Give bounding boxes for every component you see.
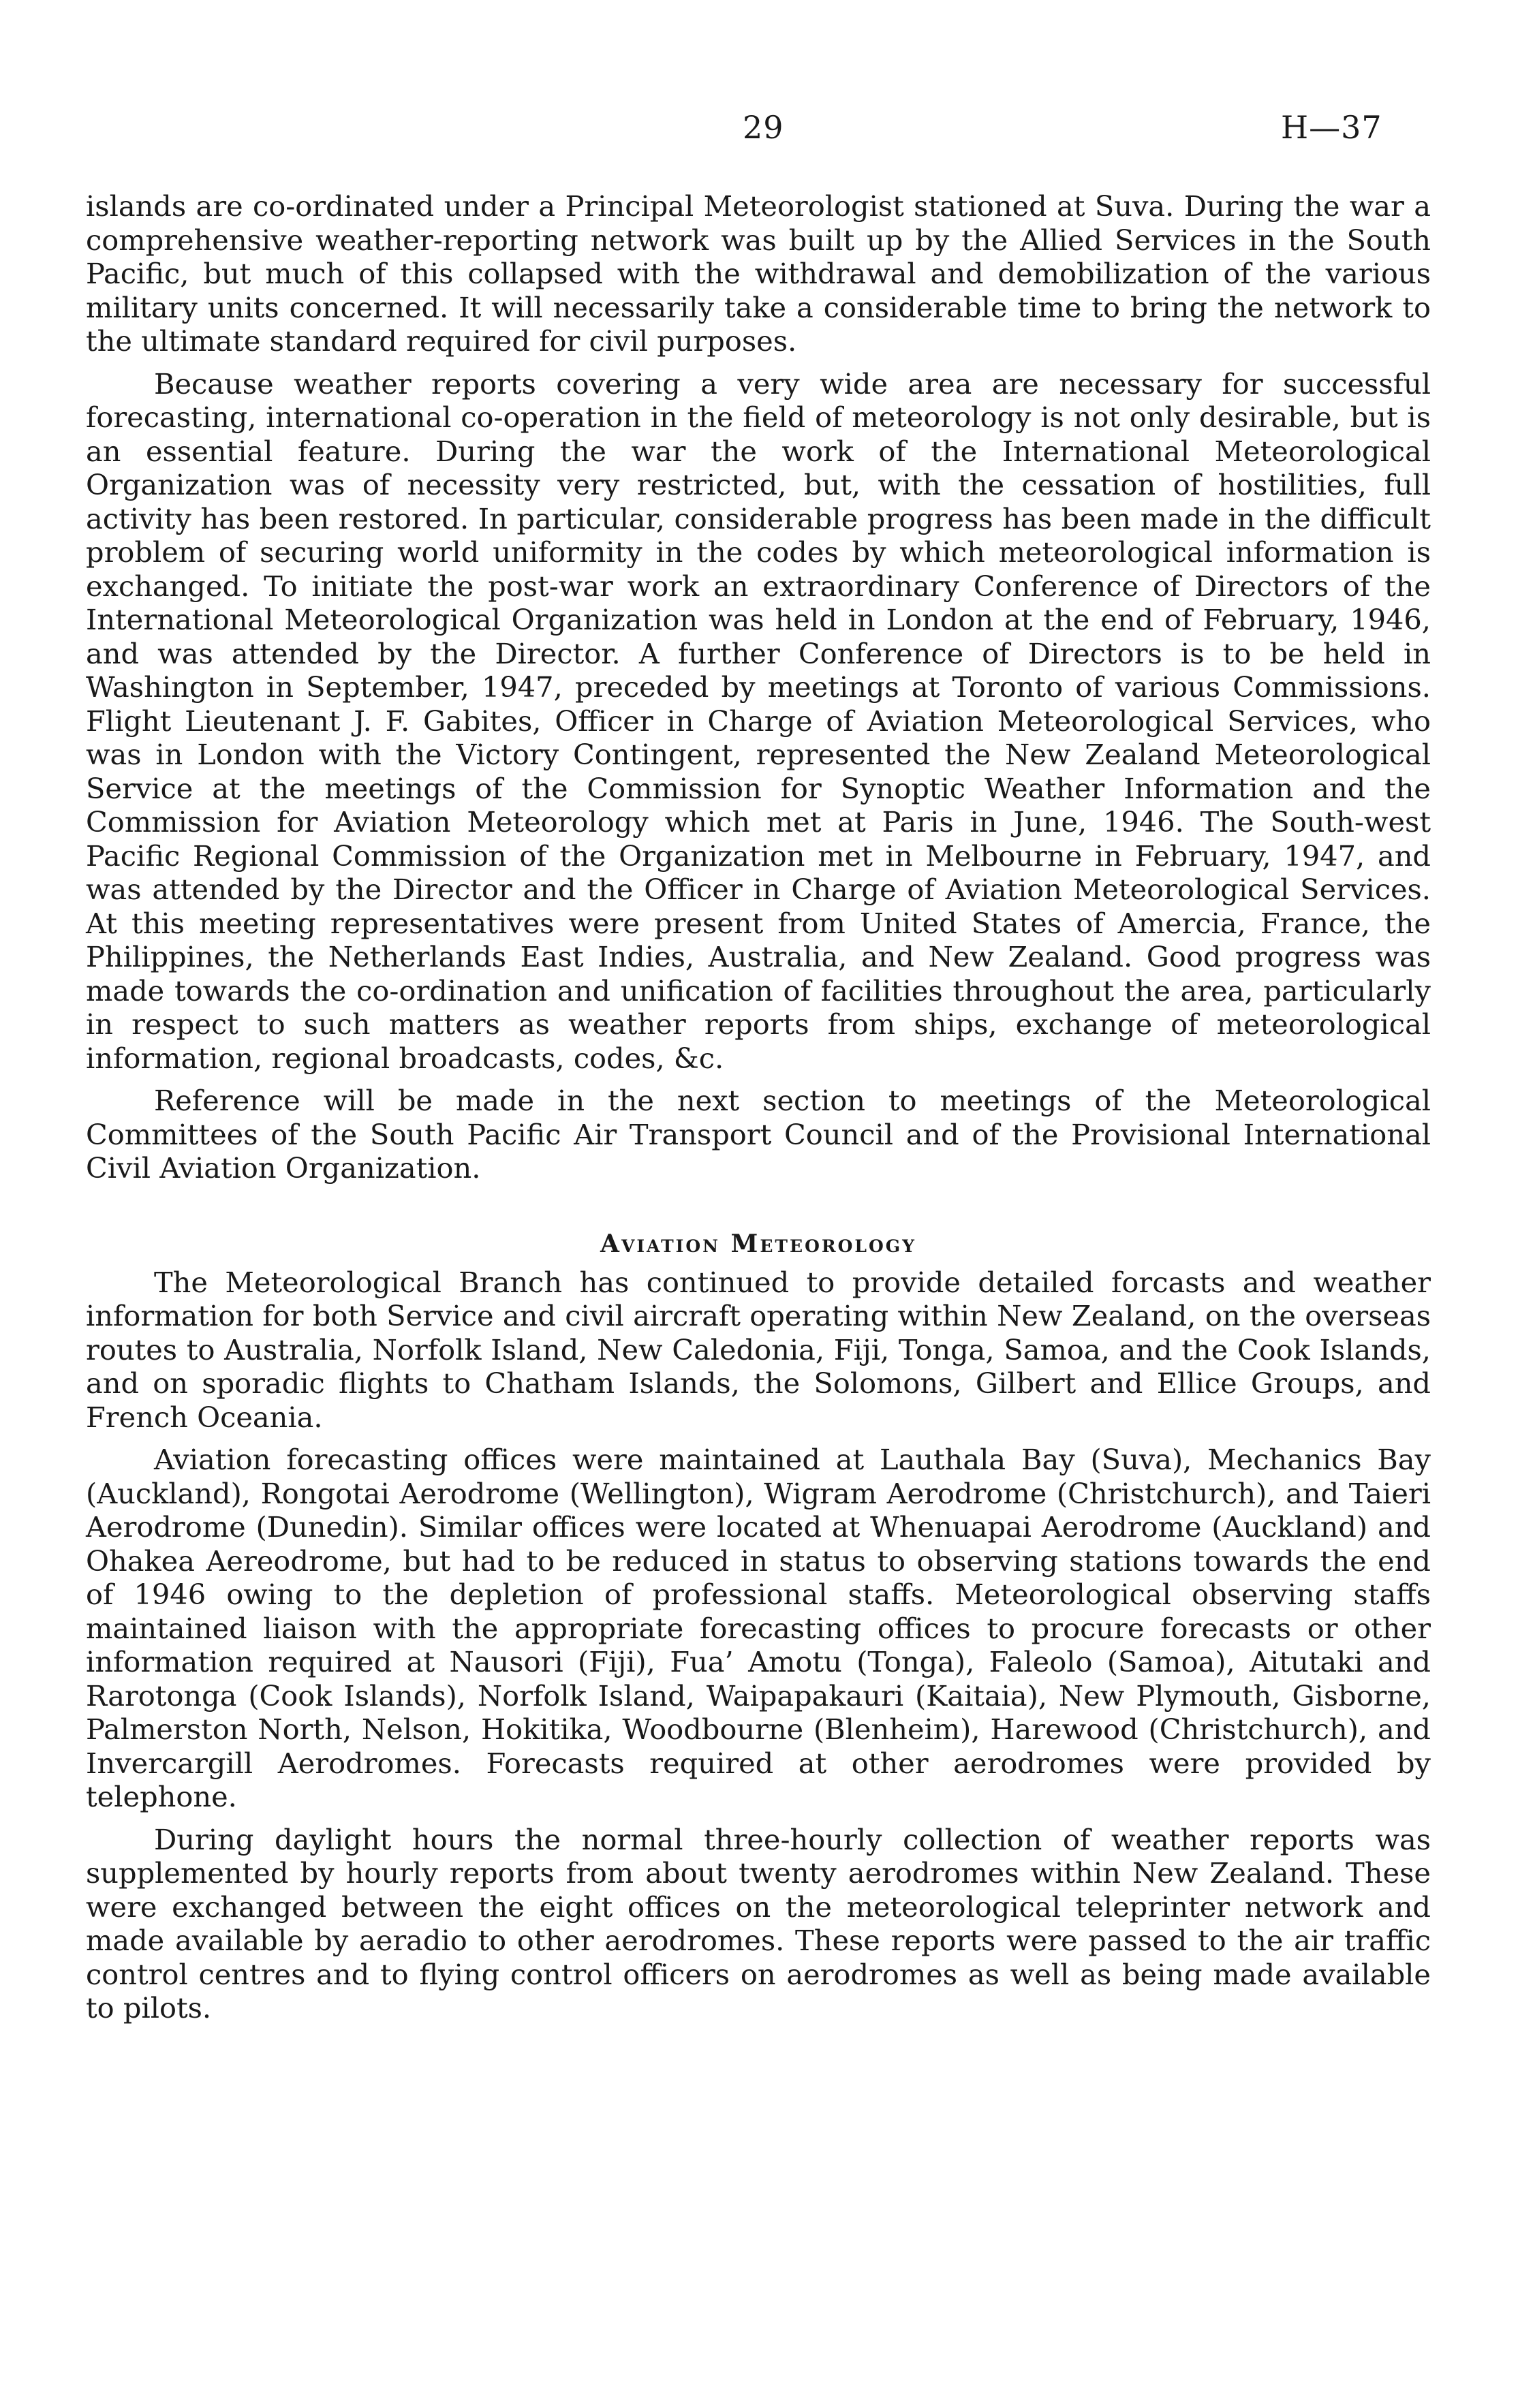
page-body	[86, 189, 1431, 2025]
paragraph-international-cooperation: Because weather reports covering a very wide area are necessary for successful forecasting, international co-operation in the field of meteorology is not only desirable, but is an essential feature. During the war the work of the International Meteorological Organization was of necessity very restricted, but, with the cessation of hostilities, full activity has been restored. In particular, considerable progress has been made in the difficult problem of securing world uniformity in the codes by which meteorological information is exchanged. To initiate the post-war work an extraordinary Conference of Directors of the International Meteorological Organization was held in London at the end of February, 1946, and was attended by the Director. A further Conference of Directors is to be held in Washington in September, 1947, preceded by meetings at Toronto of various Commissions. Flight Lieutenant J. F. Gabites, Officer in Charge of Aviation Meteorological Services, who was in London with the Victory Contingent, represented the New Zealand Meteorological Service at the meetings of the Commission for Synoptic Weather Information and the Commission for Aviation Meteorology which met at Paris in June, 1946. The South-west Pacific Regional Commission of the Organization met in Melbourne in February, 1947, and was attended by the Director and the Officer in Charge of Aviation Meteorological Services. At this meeting representatives were present from United States of Amercia, France, the Philippines, the Netherlands East Indies, Australia, and New Zealand. Good progress was made towards the co-ordination and unification of facilities throughout the area, particularly in respect to such matters as weather reports from ships, exchange of meteorological information, regional broadcasts, codes, &c.	[86, 366, 1431, 1075]
section-heading: Aviation Meteorology	[600, 1229, 916, 1258]
page-number: 29	[743, 109, 784, 146]
paragraph-reference-next-section: Reference will be made in the next section to meetings of the Meteorological Committees of the South Pacific Air Transport Council and of the Provisional International Civil Aviation Organization.	[86, 1084, 1431, 1185]
paragraph-forecast-services: The Meteorological Branch has continued to provide detailed forcasts and weather information for both Service and civil aircraft operating within New Zealand, on the overseas routes to Australia, Norfolk Island, New Caledonia, Fiji, Tonga, Samoa, and the Cook Islands, and on sporadic flights to Chatham Islands, the Solomons, Gilbert and Ellice Groups, and French Oceania.	[86, 1265, 1431, 1434]
paragraph-forecasting-offices: Aviation forecasting offices were maintained at Lauthala Bay (Suva), Mechanics Bay (Auckland), Rongotai Aerodrome (Wellington), Wigram Aerodrome (Christchurch), and Taieri Aerodrome (Dunedin). Similar offices were located at Whenuapai Aerodrome (Auckland) and Ohakea Aereodrome, but had to be reduced in status to observing stations towards the end of 1946 owing to the depletion of professional staffs. Meteorological observing staffs maintained liaison with the appropriate forecasting offices to procure forecasts or other information required at Nausori (Fiji), Fua’ Amotu (Tonga), Faleolo (Samoa), Aitutaki and Rarotonga (Cook Islands), Norfolk Island, Waipapakauri (Kaitaia), New Plymouth, Gisborne, Palmerston North, Nelson, Hokitika, Woodbourne (Blenheim), Harewood (Christchurch), and Invercargill Aerodromes. Forecasts required at other aerodromes were provided by telephone.	[86, 1443, 1431, 1813]
document-reference: H—37	[1281, 109, 1382, 146]
page-header	[0, 109, 1518, 157]
paragraph-daylight-reports: During daylight hours the normal three-hourly collection of weather reports was supplemented by hourly reports from about twenty aerodromes within New Zealand. These were exchanged between the eight offices on the meteorological teleprinter network and made available by aeradio to other aerodromes. These reports were passed to the air traffic control centres and to flying control officers on aerodromes as well as being made available to pilots.	[86, 1822, 1431, 2024]
paragraph-continued: islands are co-ordinated under a Principal Meteorologist stationed at Suva. During the war a comprehensive weather-reporting network was built up by the Allied Services in the South Pacific, but much of this collapsed with the withdrawal and demobilization of the various military units concerned. It will necessarily take a considerable time to bring the network to the ultimate standard required for civil purposes.	[86, 189, 1431, 358]
